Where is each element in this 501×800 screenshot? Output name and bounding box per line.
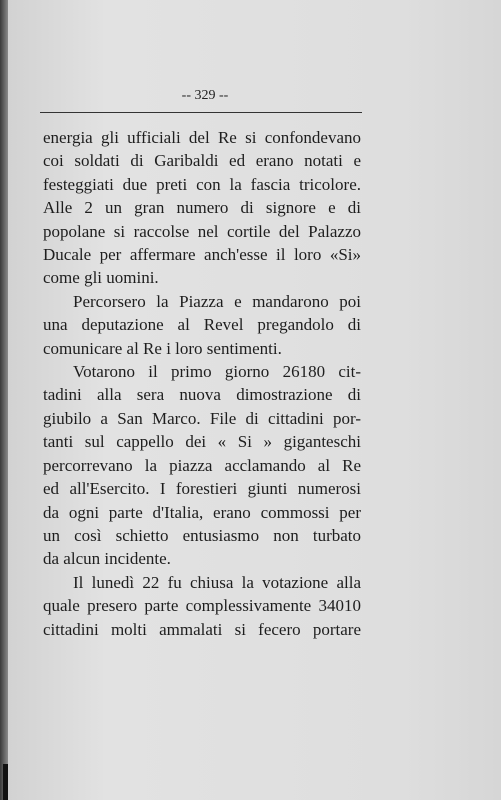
text-line: giubilo a San Marco. File di cittadini por- bbox=[43, 408, 361, 428]
header-rule bbox=[40, 112, 362, 113]
text-line: festeggiati due preti con la fascia tricolore. bbox=[43, 174, 361, 194]
text-line: Ducale per affermare anch'esse il loro «Si» bbox=[43, 245, 361, 265]
text-line: da ogni parte d'Italia, erano commossi per bbox=[43, 502, 361, 522]
text-line: cittadini molti ammalati si fecero portare bbox=[43, 619, 361, 639]
text-line: Votarono il primo giorno 26180 cit- bbox=[73, 362, 361, 382]
text-line: energia gli ufficiali del Re si confondevano bbox=[43, 128, 361, 147]
text-line: ed all'Esercito. I forestieri giunti numerosi bbox=[43, 479, 361, 499]
page-number-header: -- 329 -- bbox=[181, 88, 229, 103]
text-line: Il lunedì 22 fu chiusa la votazione alla bbox=[73, 572, 361, 592]
text-line: Alle 2 un gran numero di signore e di bbox=[43, 198, 361, 218]
text-line: una deputazione al Revel pregandolo di bbox=[43, 315, 361, 335]
text-line: tadini alla sera nuova dimostrazione di bbox=[43, 385, 361, 405]
text-line: Percorsero la Piazza e mandarono poi bbox=[73, 291, 361, 311]
text-line: quale presero parte complessivamente 34010 bbox=[43, 596, 361, 616]
text-line: come gli uomini. bbox=[43, 268, 159, 288]
text-line: coi soldati di Garibaldi ed erano notati e bbox=[43, 151, 361, 171]
text-line: comunicare al Re i loro sentimenti. bbox=[43, 338, 282, 358]
book-spine-shadow bbox=[0, 0, 8, 800]
text-line: popolane si raccolse nel cortile del Palazzo bbox=[43, 221, 361, 241]
text-line: tanti sul cappello dei « Si » giganteschi bbox=[43, 432, 361, 452]
text-line: percorrevano la piazza acclamando al Re bbox=[43, 455, 361, 475]
page-body-text bbox=[43, 126, 361, 641]
page-edge-mark bbox=[3, 764, 8, 800]
text-line: da alcun incidente. bbox=[43, 549, 171, 569]
text-line: un così schietto entusiasmo non turbato bbox=[43, 525, 361, 545]
